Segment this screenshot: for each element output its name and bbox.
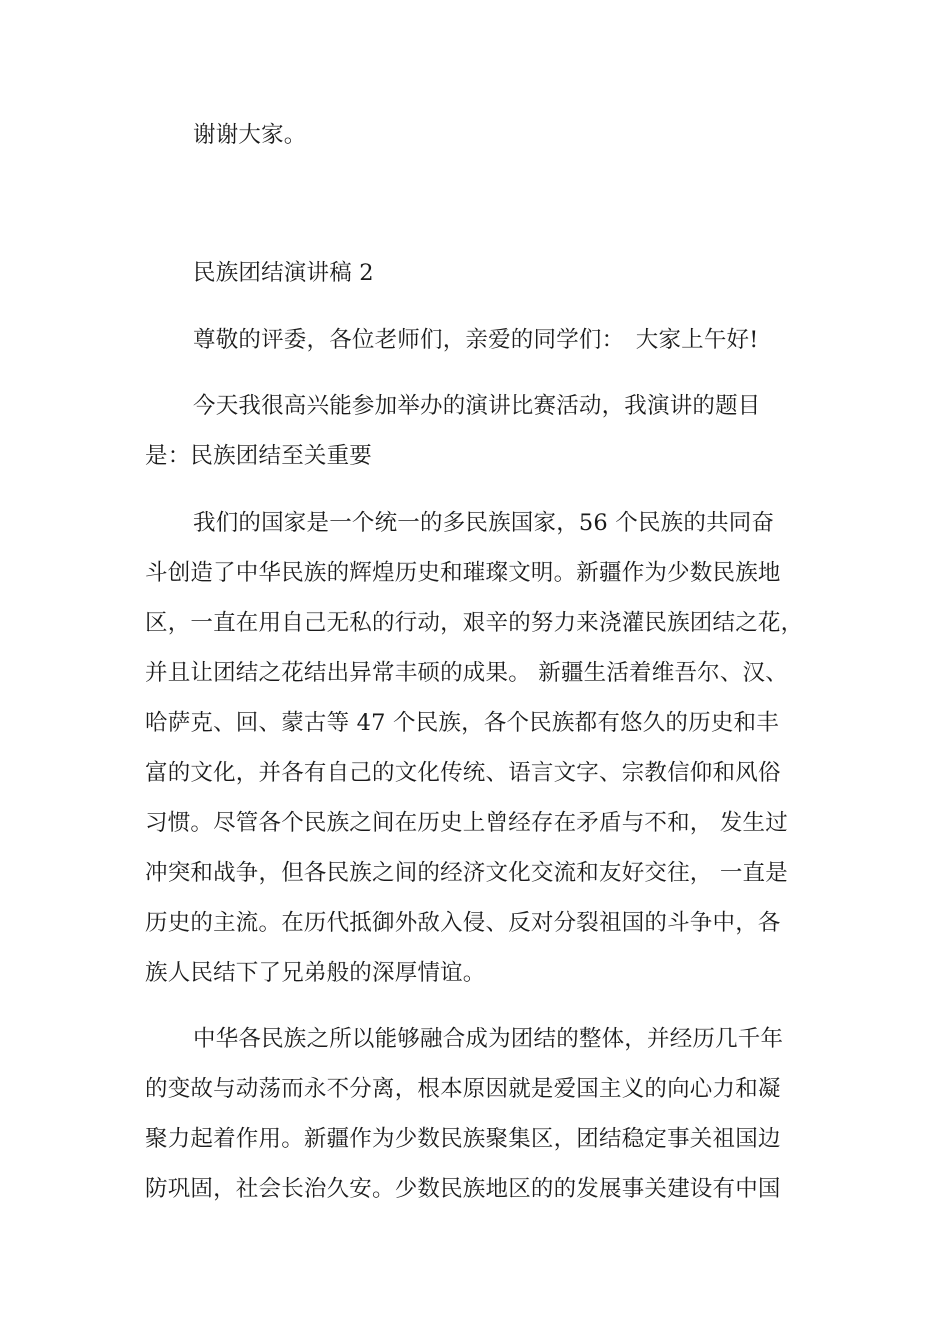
paragraph-2-line-2: 斗创造了中华民族的辉煌历史和璀璨文明。新疆作为少数民族地 [145,560,781,586]
paragraph-2-line-1: 我们的国家是一个统一的多民族国家，56 个民族的共同奋 [193,510,775,536]
greeting-line: 尊敬的评委，各位老师们，亲爱的同学们： 大家上午好! [193,327,759,353]
speech-title: 民族团结演讲稿 2 [193,260,374,286]
paragraph-2-line-3: 区，一直在用自己无私的行动，艰辛的努力来浇灌民族团结之花， [145,610,804,636]
paragraph-2-line-10: 族人民结下了兄弟般的深厚情谊。 [145,960,486,986]
paragraph-2-line-4: 并且让团结之花结出异常丰硕的成果。 新疆生活着维吾尔、汉、 [145,660,788,686]
paragraph-2-line-7: 习惯。尽管各个民族之间在历史上曾经存在矛盾与不和， 发生过 [145,810,788,836]
paragraph-3-line-1: 中华各民族之所以能够融合成为团结的整体，并经历几千年 [193,1026,784,1052]
paragraph-1-line-1: 今天我很高兴能参加举办的演讲比赛活动，我演讲的题目 [193,393,761,419]
paragraph-2-line-8: 冲突和战争，但各民族之间的经济文化交流和友好交往， 一直是 [145,860,788,886]
paragraph-3-line-4: 防巩固，社会长治久安。少数民族地区的的发展事关建设有中国 [145,1176,781,1202]
paragraph-1-line-2: 是：民族团结至关重要 [145,443,373,469]
paragraph-2-line-6: 富的文化，并各有自己的文化传统、语言文字、宗教信仰和风俗 [145,760,781,786]
paragraph-2-line-5: 哈萨克、回、蒙古等 47 个民族，各个民族都有悠久的历史和丰 [145,710,779,736]
paragraph-2-line-9: 历史的主流。在历代抵御外敌入侵、反对分裂祖国的斗争中，各 [145,910,781,936]
closing-line: 谢谢大家。 [193,122,307,148]
paragraph-3-line-3: 聚力起着作用。新疆作为少数民族聚集区，团结稳定事关祖国边 [145,1126,781,1152]
paragraph-3-line-2: 的变故与动荡而永不分离，根本原因就是爱国主义的向心力和凝 [145,1076,781,1102]
